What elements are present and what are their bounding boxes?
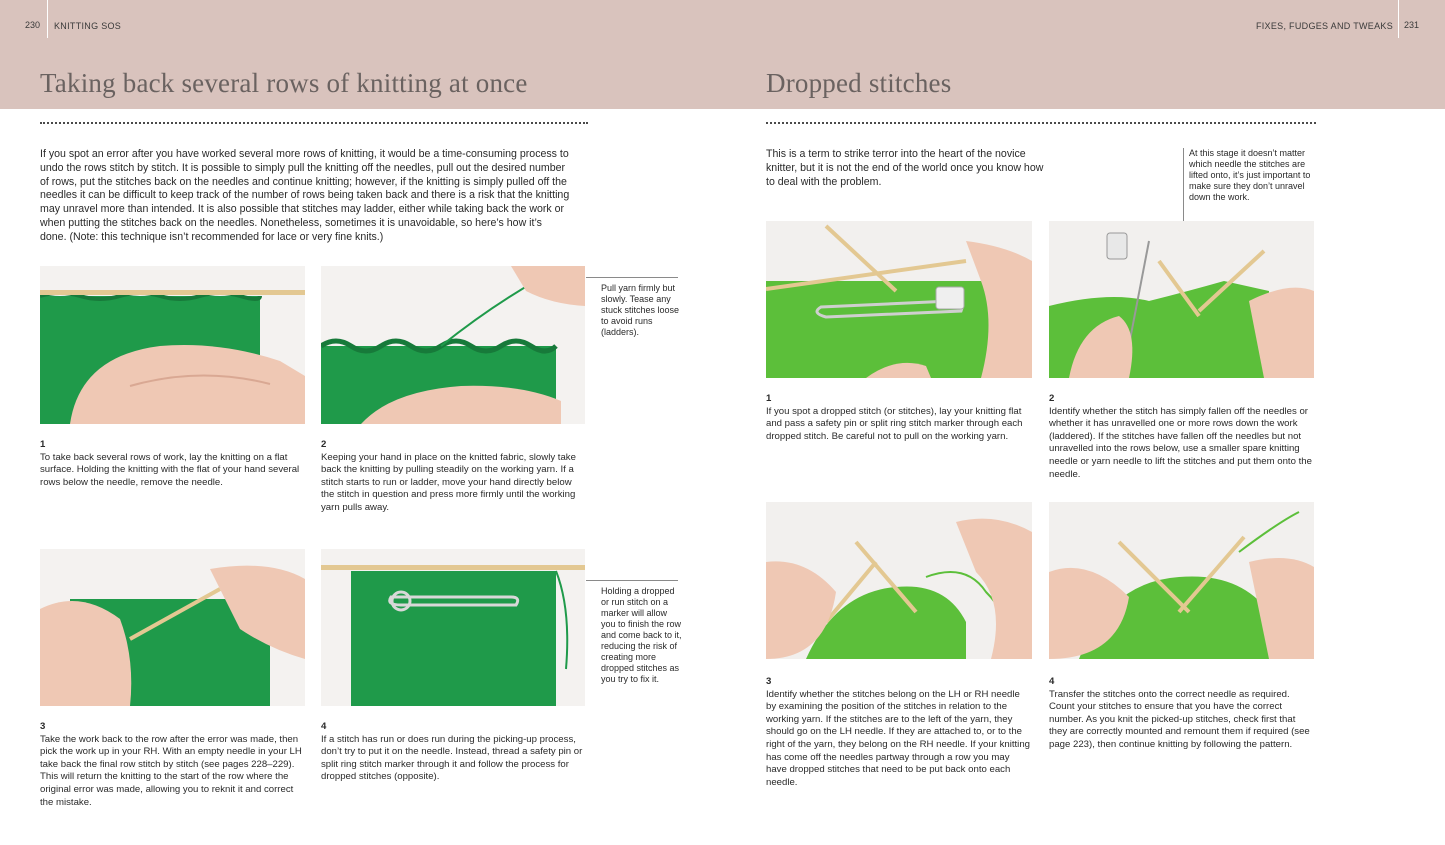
left-intro-text: If you spot an error after you have worked several more rows of knitting, it would be a time-consuming process to undo the rows stitch by stitch. It is possible to simply pull the knitting off the needles, pull out the desired number of rows, put the stitches back on the needles and continue knitting; however, if the knitting is simply pulled off the needles it can be difficult to keep track of the number of rows being taken back and there is a risk that the knitting may unravel more than intended. It is also possible that stitches may ladder, either while taking back the work or when putting the stitches back on the needles. Nonetheless, sometimes it is unavoidable, so here’s how it’s done. (Note: this technique isn’t recommended for lace or very fine knits.) [40,148,570,243]
right-step-2 [1049,393,1314,481]
left-step-1 [40,439,302,489]
dropped-step-3-photo [766,502,1032,659]
right-intro-text: This is a term to strike terror into the heart of the novice knitter, but it is not the end of the world once you know how to deal with the problem. [766,148,1044,188]
step-3-photo [40,549,305,706]
header-divider-left [47,0,48,38]
right-page-number: 231 [1404,20,1420,30]
step-number: 1 [40,439,46,450]
step-number: 4 [321,721,327,732]
left-page-title: Taking back several rows of knitting at once [40,68,528,98]
left-page-number: 230 [25,20,41,30]
step-number: 3 [766,676,772,687]
step-text: If a stitch has run or does run during the picking-up process, don’t try to put it on the needle. Instead, thread a safety pin or split ring stitch marker through it and follow the process for dropped stitches (opposite). [321,733,583,783]
note-1-rule [586,277,678,278]
right-step-1 [766,393,1032,443]
note-2-rule [586,580,678,581]
step-text: If you spot a dropped stitch (or stitches), lay your knitting flat and pass a safety pin or split ring stitch marker through each dropped stitch. Be careful not to pull on the working yarn. [766,405,1023,442]
step-text: To take back several rows of work, lay the knitting on a flat surface. Holding the knitting with the flat of your hand several rows below the needle, remove the needle. [40,451,300,488]
step-text: Identify whether the stitch has simply fallen off the needles or whether it has unravelled one or more rows down the work (laddered). If the stitches have fallen off the needles but not unravelled into the rows below, use a smaller spare knitting needle or yarn needle to lift the stitches and put them onto the needle. [1049,405,1312,480]
step-1-photo [40,266,305,424]
step-text: Keeping your hand in place on the knitted fabric, slowly take back the knitting by pulling steadily on the working yarn. If a stitch starts to run or ladder, move your hand directly below the stitch in question and press more firmly until the working yarn pulls away. [321,451,576,513]
right-page-title: Dropped stitches [766,68,952,98]
right-note-text: At this stage it doesn’t matter which needle the stitches are lifted onto, it’s just important to make sure they don’t unravel down the work. [1189,148,1311,202]
dropped-step-1-photo [766,221,1032,378]
dropped-step-4-photo [1049,502,1314,659]
left-step-2 [321,439,583,515]
note-1-text: Pull yarn firmly but slowly. Tease any stuck stitches loose to avoid runs (ladders). [601,283,680,337]
left-dotted-rule [40,122,588,126]
left-step-3 [40,721,302,809]
step-text: Identify whether the stitches belong on the LH or RH needle by examining the position of the stitches in relation to the working yarn. If the stitches are to the left of the yarn, they should go on the LH needle. If they are attached to, or to the right of the yarn, they belong on the RH needle. If your knitting has come off the needles partway through a row you may have dropped stitches that need to be put back onto each needle. [766,688,1030,788]
step-number: 2 [1049,393,1055,404]
step-4-photo [321,549,585,706]
right-step-3 [766,676,1032,789]
left-running-head: KNITTING SOS [54,21,122,31]
step-number: 4 [1049,676,1055,687]
step-number: 1 [766,393,772,404]
step-text: Transfer the stitches onto the correct needle as required. Count your stitches to ensure that you have the correct number. As you knit the picked-up stitches, check first that they are correctly mounted and remount them if required (see page 223), then continue knitting by following the pattern. [1049,688,1310,750]
step-text: Take the work back to the row after the error was made, then pick the work up in your RH. With an empty needle in your LH take back the final row stitch by stitch (see pages 228–229). This will return the knitting to the start of the row where the original error was made, allowing you to reknit it and correct the mistake. [40,733,302,808]
note-2-text: Holding a dropped or run stitch on a marker will allow you to finish the row and come back to it, reducing the risk of creating more dropped stitches as you try to fix it. [601,586,682,684]
dropped-step-2-photo [1049,221,1314,378]
right-dotted-rule [766,122,1316,126]
step-2-photo [321,266,585,424]
left-step-4 [321,721,583,784]
right-running-head: FIXES, FUDGES AND TWEAKS [1255,21,1393,31]
right-step-4 [1049,676,1314,752]
step-number: 2 [321,439,327,450]
step-number: 3 [40,721,46,732]
header-divider-right [1398,0,1399,38]
